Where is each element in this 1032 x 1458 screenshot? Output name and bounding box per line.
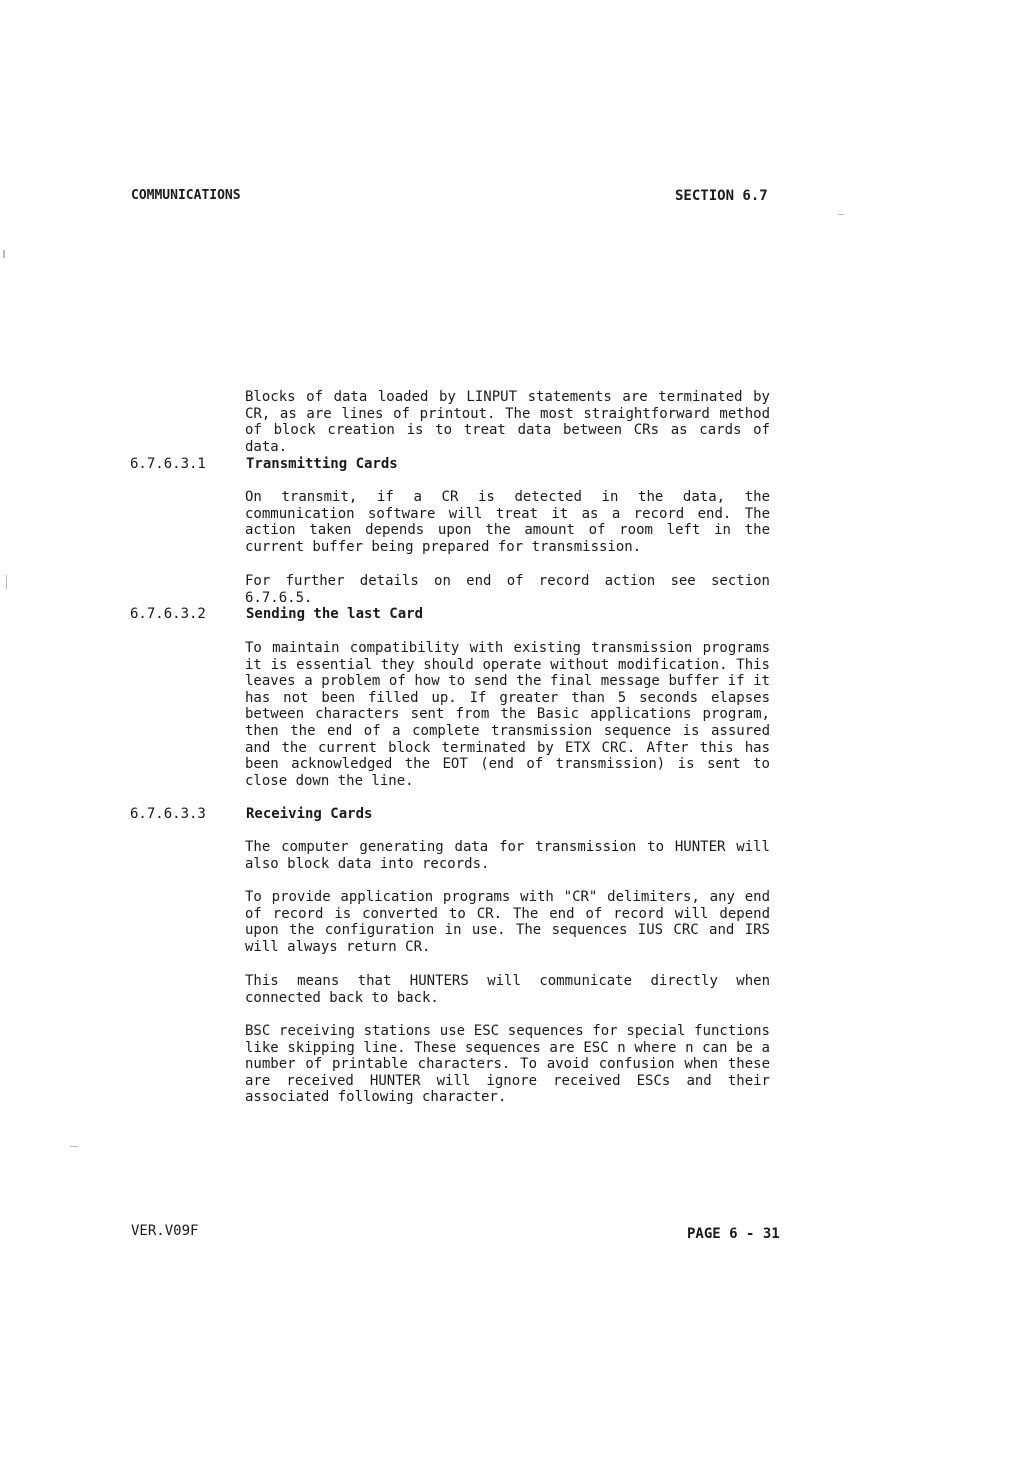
- header-title: COMMUNICATIONS: [131, 188, 241, 203]
- section-paragraph: To provide application programs with "CR" delimiters, any end of record is converted to CR. The end of record will depend upon the configuration in use. The sequences IUS CRC and IRS will always return CR.: [245, 889, 770, 955]
- header-section: SECTION 6.7: [675, 188, 768, 204]
- scan-speck: [6, 575, 7, 589]
- section-number: 6.7.6.3.2: [130, 606, 206, 622]
- scan-speck: [838, 214, 844, 215]
- footer-page-number: PAGE 6 - 31: [687, 1226, 780, 1242]
- section-paragraph: This means that HUNTERS will communicate directly when connected back to back.: [245, 973, 770, 1006]
- section-number: 6.7.6.3.1: [130, 456, 206, 472]
- section-paragraph: BSC receiving stations use ESC sequences for special functions like skipping line. These sequences are ESC n where n can be a number of printable characters. To avoid confusion when these are received HUNTER will ignore received ESCs and their associated following character.: [245, 1023, 770, 1106]
- scan-speck: [3, 250, 5, 258]
- section-heading: Receiving Cards: [246, 806, 373, 822]
- section-paragraph: On transmit, if a CR is detected in the data, the communication software will treat it as a record end. The action taken depends upon the amount of room left in the current buffer being prepared for transmission.: [245, 489, 770, 555]
- section-paragraph: For further details on end of record action see section 6.7.6.5.: [245, 573, 770, 606]
- section-paragraph: To maintain compatibility with existing transmission programs it is essential they should operate without modification. This leaves a problem of how to send the final message buffer if it has not been filled up. If greater than 5 seconds elapses between characters sent from the Basic applications program, then the end of a complete transmission sequence is assured and the current block terminated by ETX CRC. After this has been acknowledged the EOT (end of transmission) is sent to close down the line.: [245, 640, 770, 789]
- section-heading: Sending the last Card: [246, 606, 424, 622]
- section-heading: Transmitting Cards: [246, 456, 398, 472]
- footer-version: VER.V09F: [131, 1223, 199, 1239]
- section-number: 6.7.6.3.3: [130, 806, 206, 822]
- intro-paragraph: Blocks of data loaded by LINPUT statements are terminated by CR, as are lines of printout. The most straightforward method of block creation is to treat data between CRs as cards of data.: [245, 389, 770, 455]
- scan-speck: [70, 1146, 78, 1147]
- section-paragraph: The computer generating data for transmission to HUNTER will also block data into records.: [245, 839, 770, 872]
